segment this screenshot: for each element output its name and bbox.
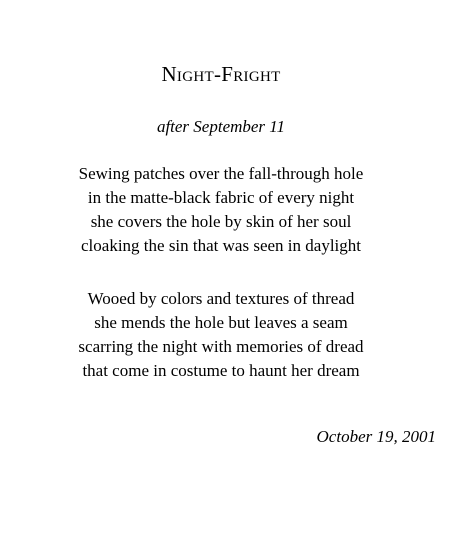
poem-line: scarring the night with memories of dread (78, 337, 364, 356)
poem-line: she mends the hole but leaves a seam (94, 313, 348, 332)
poem-line: cloaking the sin that was seen in daylight (81, 236, 361, 255)
stanza-2 (0, 287, 442, 383)
poem-dedication: after September 11 (156, 117, 286, 136)
stanza-1 (0, 162, 442, 258)
poem-title: Night-Fright (161, 62, 281, 86)
poem-line: that come in costume to haunt her dream (82, 361, 360, 380)
poem-line: Sewing patches over the fall-through hole (78, 164, 364, 183)
poem-line: in the matte-black fabric of every night (87, 188, 355, 207)
poem-line: she covers the hole by skin of her soul (90, 212, 352, 231)
poem-date: October 19, 2001 (316, 427, 436, 446)
poem-line: Wooed by colors and textures of thread (87, 289, 355, 308)
